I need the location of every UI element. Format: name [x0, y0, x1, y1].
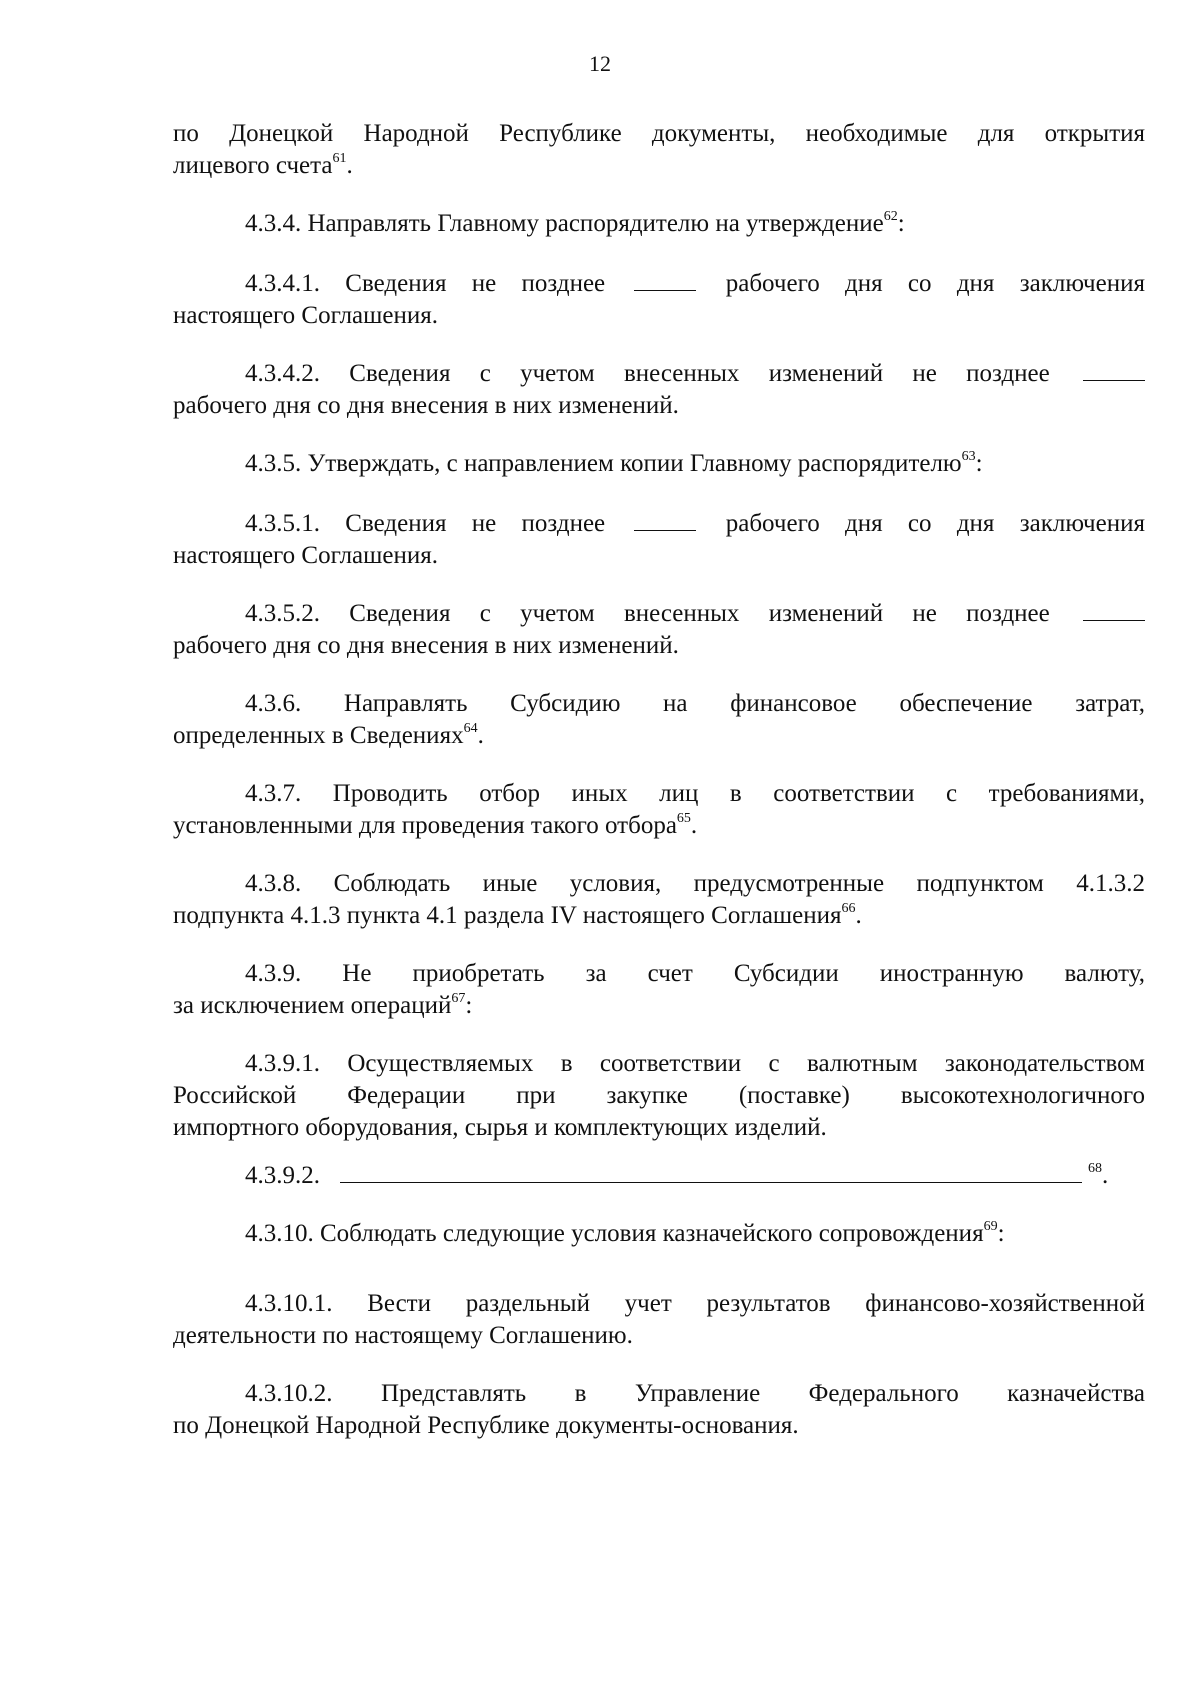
word: дня: [956, 510, 995, 537]
punctuation: :: [465, 992, 473, 1019]
word: с: [479, 360, 491, 387]
clause-number: 4.3.5.2.: [245, 600, 320, 627]
word: внесенных: [623, 600, 740, 627]
blank-field[interactable]: [634, 268, 696, 291]
word: Сведения: [349, 600, 451, 627]
clause-4-3-7: [173, 778, 1145, 842]
word: изменений: [768, 360, 884, 387]
clause-4-3-4-1: [173, 268, 1145, 332]
punctuation: .: [477, 722, 484, 749]
word: позднее: [521, 270, 606, 297]
text-line: по Донецкой Народной Республике документы-основания.: [173, 1412, 799, 1439]
word: Сведения: [345, 270, 447, 297]
clause-text: 4.3.4. Направлять Главному распорядителю на утверждение: [245, 210, 884, 237]
word: внесенных: [623, 360, 740, 387]
word: позднее: [966, 360, 1050, 387]
clause-text: 4.3.5. Утверждать, с направлением копии Главному распорядителю: [245, 450, 962, 477]
clause-4-3-10-2: [173, 1378, 1145, 1442]
punctuation: .: [346, 152, 353, 179]
word: дня: [956, 270, 995, 297]
clause-number: 4.3.9.2.: [245, 1162, 320, 1189]
text-line: [173, 508, 1145, 540]
text-line: рабочего дня со дня внесения в них изменений.: [173, 392, 679, 419]
word: рабочего: [725, 510, 820, 537]
word: с: [479, 600, 491, 627]
blank-field[interactable]: [340, 1160, 1082, 1183]
punctuation: .: [855, 902, 862, 929]
text-line: настоящего Соглашения.: [173, 542, 439, 569]
word: рабочего: [725, 270, 820, 297]
text-line: 4.3.10.1. Вести раздельный учет результатов финансово-хозяйственной: [245, 1290, 1145, 1317]
text-line: [173, 990, 1145, 1022]
word: со: [907, 270, 932, 297]
text-line: 4.3.6. Направлять Субсидию на финансовое обеспечение затрат,: [245, 690, 1145, 717]
punctuation: :: [897, 210, 905, 237]
text-line: 4.3.9.1. Осуществляемых в соответствии с валютным законодательством: [245, 1050, 1145, 1077]
footnote-ref: 63: [961, 448, 976, 464]
punctuation: .: [1102, 1162, 1109, 1189]
text-line: [173, 810, 1145, 842]
text-fragment: лицевого счета: [173, 152, 333, 179]
punctuation: :: [997, 1220, 1005, 1247]
word: не: [471, 270, 497, 297]
clause-4-3-9: [173, 958, 1145, 1022]
word: учетом: [520, 600, 595, 627]
word: Сведения: [345, 510, 447, 537]
word: не: [912, 600, 937, 627]
clause-4-3-10-1: [173, 1288, 1145, 1352]
word: со: [907, 510, 932, 537]
text-line: по Донецкой Народной Республике документы, необходимые для открытия: [173, 120, 1145, 147]
clause-number: 4.3.5.1.: [245, 510, 320, 537]
word: заключения: [1019, 270, 1145, 297]
text-fragment: установленными для проведения такого отбора: [173, 812, 677, 839]
footnote-ref: 64: [463, 720, 478, 736]
word: не: [912, 360, 937, 387]
text-line: [173, 268, 1145, 300]
word: позднее: [521, 510, 606, 537]
clause-4-3-5: [173, 448, 1145, 480]
text-line: импортного оборудования, сырья и комплектующих изделий.: [173, 1114, 827, 1141]
text-fragment: за исключением операций: [173, 992, 452, 1019]
word: Сведения: [349, 360, 451, 387]
text-line: [173, 598, 1145, 630]
word: учетом: [520, 360, 595, 387]
blank-field[interactable]: [1083, 358, 1145, 381]
footnote-ref: 65: [676, 810, 691, 826]
word: позднее: [966, 600, 1050, 627]
clause-number: 4.3.4.1.: [245, 270, 320, 297]
footnote-ref: 68: [1088, 1160, 1102, 1176]
footnote-ref: 62: [883, 208, 898, 224]
text-fragment: определенных в Сведениях: [173, 722, 464, 749]
word: заключения: [1019, 510, 1145, 537]
clause-4-3-6: [173, 688, 1145, 752]
blank-field[interactable]: [634, 508, 696, 531]
clause-4-3-9-2: [173, 1160, 1145, 1192]
page-number: 12: [589, 51, 611, 76]
text-line: деятельности по настоящему Соглашению.: [173, 1322, 633, 1349]
word: дня: [845, 510, 883, 537]
text-line: Российской Федерации при закупке (поставке) высокотехнологичного: [173, 1082, 1145, 1109]
footnote-ref: 69: [983, 1218, 998, 1234]
text-line: [173, 150, 1145, 182]
word: не: [471, 510, 497, 537]
word: дня: [845, 270, 883, 297]
text-line: 4.3.9. Не приобретать за счет Субсидии иностранную валюту,: [245, 960, 1145, 987]
clause-4-3-8: [173, 868, 1145, 932]
clause-4-3-10: [173, 1218, 1145, 1250]
paragraph-continuation: [173, 118, 1145, 182]
clause-number: 4.3.4.2.: [245, 360, 320, 387]
punctuation: :: [975, 450, 983, 477]
text-line: [173, 900, 1145, 932]
text-line: рабочего дня со дня внесения в них изменений.: [173, 632, 679, 659]
clause-4-3-5-2: [173, 598, 1145, 662]
clause-4-3-9-1: [173, 1048, 1145, 1144]
text-line: [173, 358, 1145, 390]
text-line: [173, 720, 1145, 752]
text-line: 4.3.7. Проводить отбор иных лиц в соответствии с требованиями,: [245, 780, 1145, 807]
text-fragment: подпункта 4.1.3 пункта 4.1 раздела IV настоящего Соглашения: [173, 902, 842, 929]
footnote-ref: 61: [332, 150, 347, 166]
text-line: 4.3.8. Соблюдать иные условия, предусмотренные подпунктом 4.1.3.2: [245, 870, 1145, 897]
clause-4-3-4: [173, 208, 1145, 240]
text-line: 4.3.10.2. Представлять в Управление Федерального казначейства: [245, 1380, 1145, 1407]
clause-text: 4.3.10. Соблюдать следующие условия казначейского сопровождения: [245, 1220, 984, 1247]
footnote-ref: 66: [841, 900, 856, 916]
footnote-ref: 67: [451, 990, 466, 1006]
punctuation: .: [690, 812, 698, 839]
word: изменений: [768, 600, 884, 627]
clause-4-3-4-2: [173, 358, 1145, 422]
clause-4-3-5-1: [173, 508, 1145, 572]
blank-field[interactable]: [1083, 598, 1145, 621]
text-line: настоящего Соглашения.: [173, 302, 439, 329]
